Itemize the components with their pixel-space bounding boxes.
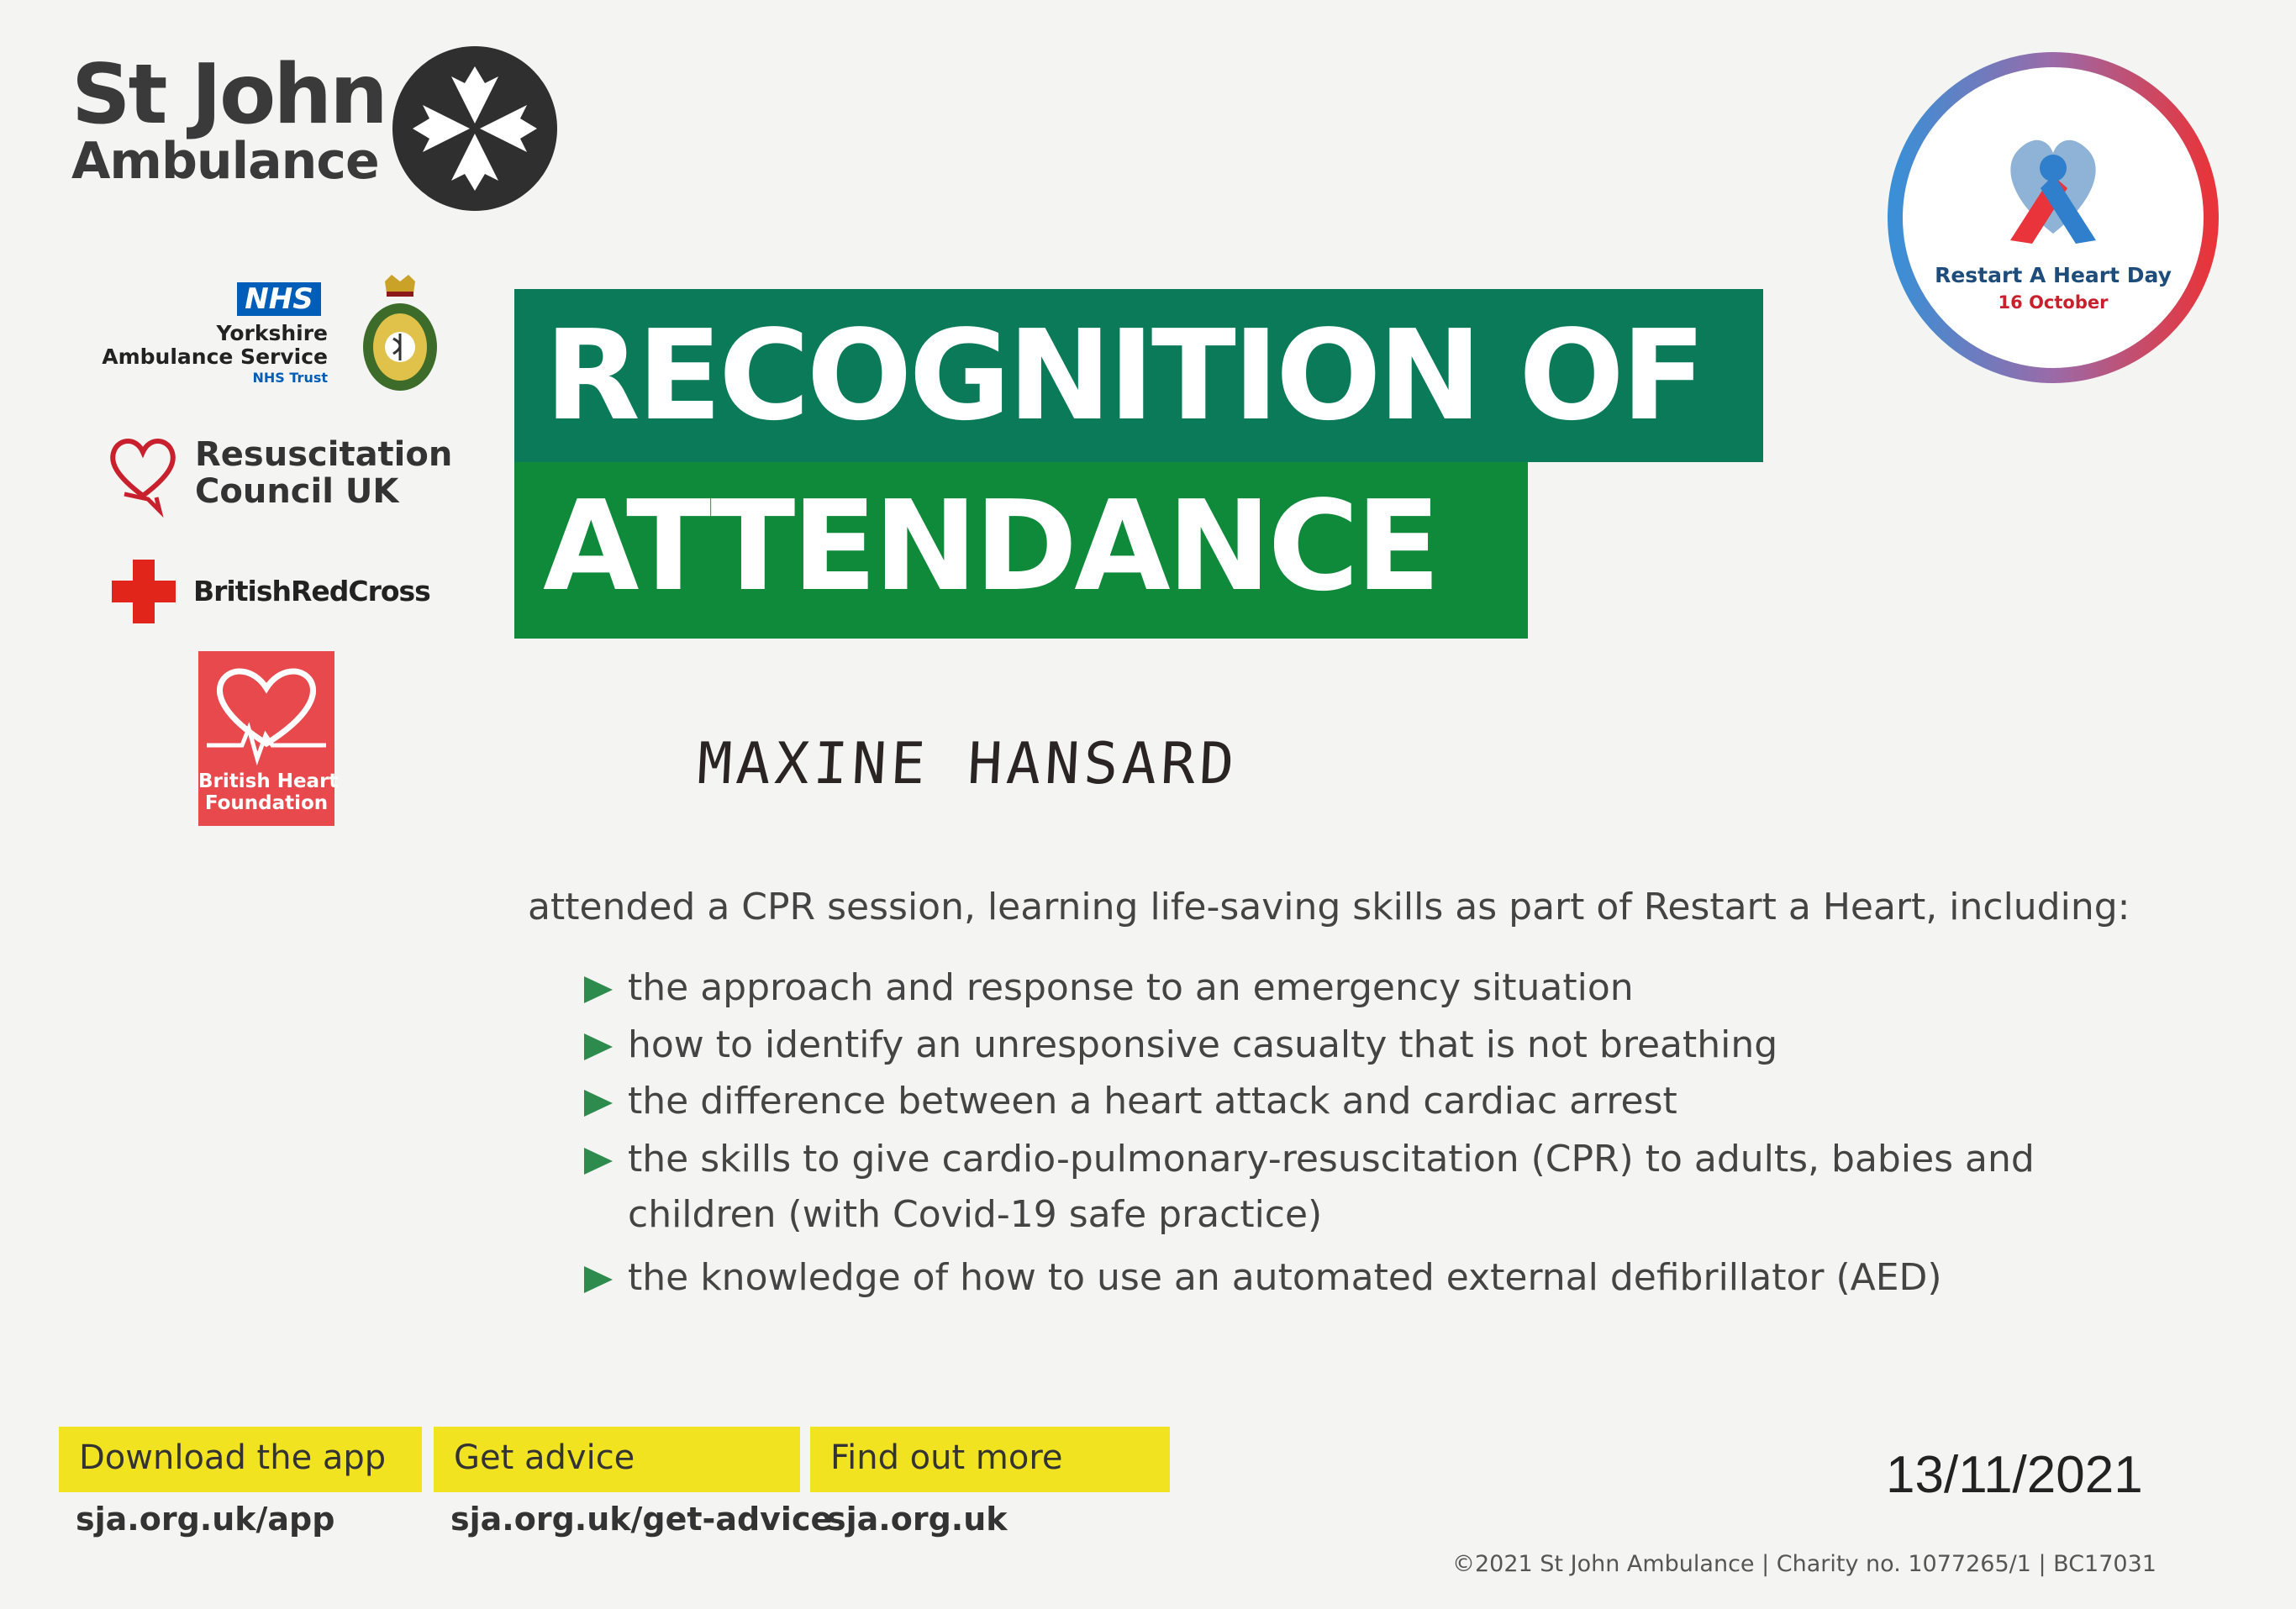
- resus-line2: Council UK: [195, 472, 399, 511]
- restart-a-heart-badge: [1884, 49, 2222, 386]
- nhs-line1: Yorkshire: [216, 321, 328, 345]
- footer-box-download-app: [59, 1427, 422, 1492]
- download-app-url[interactable]: sja.org.uk/app: [76, 1501, 335, 1538]
- bullet-triangle-icon: [584, 1148, 613, 1175]
- certificate-date: 13/11/2021: [1886, 1446, 2143, 1504]
- restart-title: Restart A Heart Day: [1935, 263, 2172, 287]
- nhs-yas-logo: [102, 277, 328, 395]
- british-heart-foundation-logo: [198, 651, 339, 826]
- bullet-triangle-icon: [584, 976, 613, 1003]
- find-out-more-label: Find out more: [830, 1438, 1063, 1477]
- list-item-text: how to identify an unresponsive casualty that is not breathing: [628, 1023, 1778, 1066]
- list-item-text: the knowledge of how to use an automated external defibrillator (AED): [628, 1256, 1942, 1299]
- british-red-cross-logo: [112, 560, 448, 623]
- certificate-title-line1: RECOGNITION OF: [514, 289, 1763, 462]
- bullet-triangle-icon: [584, 1266, 613, 1293]
- footer-box-find-out-more: [810, 1427, 1170, 1492]
- heart-outline-icon: [108, 434, 178, 518]
- resuscitation-council-logo: [108, 430, 461, 523]
- bhf-line2: Foundation: [204, 792, 329, 814]
- red-cross-icon: [112, 560, 176, 623]
- get-advice-url[interactable]: sja.org.uk/get-advice: [450, 1501, 833, 1538]
- recipient-name: MAXINE HANSARD: [695, 731, 1240, 797]
- certificate-title-line2: ATTENDANCE: [514, 462, 1528, 639]
- bhf-line1: British Heart: [198, 770, 339, 792]
- nhs-line3: NHS Trust: [252, 370, 328, 386]
- list-item-text: the difference between a heart attack and cardiac arrest: [628, 1080, 1677, 1123]
- find-out-more-url[interactable]: sja.org.uk: [827, 1501, 1008, 1538]
- sja-logo-line2: Ambulance: [71, 132, 379, 191]
- footer-box-get-advice: [434, 1427, 800, 1492]
- st-john-ambulance-logo: [71, 40, 559, 200]
- get-advice-label: Get advice: [454, 1438, 635, 1477]
- sja-logo-line1: St John: [71, 47, 386, 143]
- copyright-text: ©2021 St John Ambulance | Charity no. 1077265/1 | BC17031: [1452, 1551, 2156, 1577]
- bhf-heart-icon: [198, 651, 334, 769]
- brc-name: BritishRedCross: [193, 575, 430, 607]
- nhs-badge: NHS: [237, 282, 321, 316]
- list-item-text: children (with Covid-19 safe practice): [628, 1193, 1323, 1236]
- nhs-line2: Ambulance Service: [102, 344, 328, 369]
- restart-date: 16 October: [1998, 292, 2109, 313]
- maltese-cross-icon: [391, 45, 559, 213]
- list-item-text: the skills to give cardio-pulmonary-resuscitation (CPR) to adults, babies and: [628, 1138, 2035, 1180]
- bullet-triangle-icon: [584, 1090, 613, 1117]
- resus-line1: Resuscitation: [195, 435, 453, 474]
- yas-crest-icon: [353, 273, 447, 399]
- download-app-label: Download the app: [79, 1438, 387, 1477]
- intro-text: attended a CPR session, learning life-saving skills as part of Restart a Heart, including:: [528, 886, 2130, 928]
- list-item-text: the approach and response to an emergency situation: [628, 966, 1634, 1009]
- restart-heart-ring-icon: [1884, 49, 2222, 386]
- bullet-triangle-icon: [584, 1033, 613, 1060]
